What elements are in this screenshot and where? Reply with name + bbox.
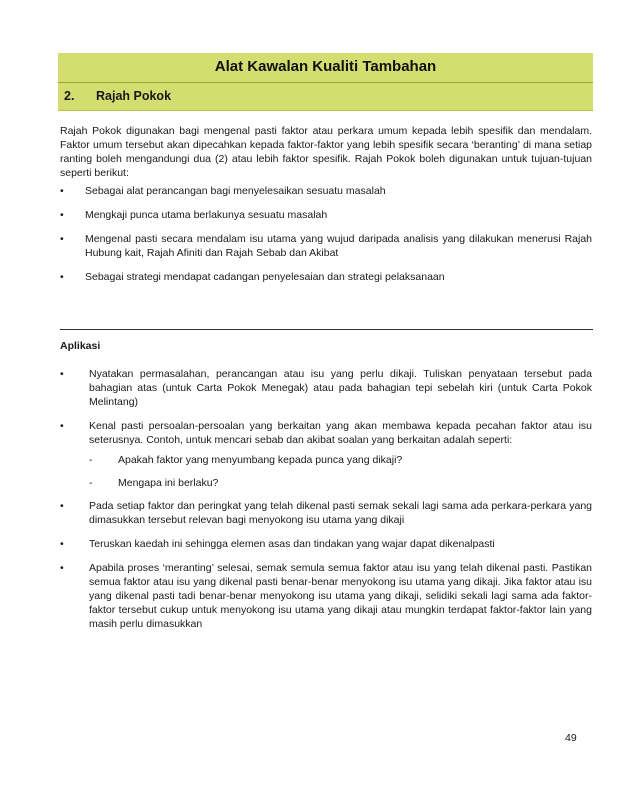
list-item-text: Sebagai strategi mendapat cadangan penyelesaian dan strategi pelaksanaan xyxy=(85,271,445,283)
list-item-text: Sebagai alat perancangan bagi menyelesaikan sesuatu masalah xyxy=(85,185,386,197)
sub-list-item-text: Mengapa ini berlaku? xyxy=(118,477,219,489)
aplikasi-list xyxy=(60,367,592,631)
sub-list-item-text: Apakah faktor yang menyumbang kepada punca yang dikaji? xyxy=(118,454,403,466)
bullet-icon: • xyxy=(60,500,64,512)
dash-marker: - xyxy=(89,477,93,489)
list-item xyxy=(60,499,592,527)
purpose-list xyxy=(60,184,592,284)
section-number: 2. xyxy=(64,89,75,103)
aplikasi-heading: Aplikasi xyxy=(60,340,101,352)
list-item-text: Apabila proses ‘meranting’ selesai, semak semula semua faktor atau isu yang telah dikenal pasti. Pastikan semua faktor atau isu yang dikenal pasti benar-benar menyokong isu utama yang dikaji. Jika faktor atau isu yang dikenal pasti tadi benar-benar menyokong isu utama yang dikaji, selidiki sekali lagi sama ada faktor-faktor tersebut cukup untuk menyokong isu utama yang dikaji atau mungkin terdapat faktor-faktor lain yang masih perlu dimasukkan xyxy=(89,562,592,630)
list-item xyxy=(60,561,592,631)
list-item-text: Nyatakan permasalahan, perancangan atau isu yang perlu dikaji. Tuliskan penyataan tersebut pada bahagian atas (untuk Carta Pokok Menegak) atau pada bahagian tepi sebelah kiri (untuk Carta Pokok Melintang) xyxy=(89,368,592,408)
bullet-icon: • xyxy=(60,209,64,221)
banner-divider xyxy=(58,82,593,83)
bullet-icon: • xyxy=(60,233,64,245)
list-item xyxy=(60,537,592,551)
bullet-icon: • xyxy=(60,185,64,197)
list-item-body xyxy=(89,419,592,490)
bullet-icon: • xyxy=(60,420,64,432)
page-number: 49 xyxy=(565,732,577,744)
header-banner xyxy=(58,53,593,111)
list-item-text: Mengkaji punca utama berlakunya sesuatu masalah xyxy=(85,209,328,221)
section-title: Rajah Pokok xyxy=(96,89,172,103)
document-title: Alat Kawalan Kualiti Tambahan xyxy=(214,58,437,75)
bullet-icon: • xyxy=(60,271,64,283)
intro-paragraph: Rajah Pokok digunakan bagi mengenal pasti faktor atau perkara umum kepada lebih spesifik dan mendalam. Faktor umum tersebut akan dipecahkan kepada faktor-faktor yang lebih spesifik secara ‘beranting’ di mana setiap ranting boleh mengandungi dua (2) atau lebih faktor spesifik. Rajah Pokok boleh digunakan untuk tujuan-tujuan seperti berikut: xyxy=(60,125,592,179)
list-item-text: Kenal pasti persoalan-persoalan yang berkaitan yang akan membawa kepada pecahan faktor atau isu seterusnya. Contoh, untuk mencari sebab dan akibat soalan yang berkaitan adalah seperti: xyxy=(89,420,592,446)
list-item xyxy=(60,232,592,260)
section-divider xyxy=(60,329,593,330)
list-item-text: Pada setiap faktor dan peringkat yang telah dikenal pasti semak sekali lagi sama ada perkara-perkara yang dimasukkan tersebut relevan bagi menyokong isu utama yang dikaji xyxy=(89,500,592,526)
list-item xyxy=(60,419,592,490)
list-item-text: Teruskan kaedah ini sehingga elemen asas dan tindakan yang wajar dapat dikenalpasti xyxy=(89,538,495,550)
dash-marker: - xyxy=(89,454,93,466)
bullet-icon: • xyxy=(60,538,64,550)
bullet-icon: • xyxy=(60,562,64,574)
sub-list-item xyxy=(89,476,592,490)
bullet-icon: • xyxy=(60,368,64,380)
sub-list-item xyxy=(89,453,592,467)
list-item-text: Mengenal pasti secara mendalam isu utama yang wujud daripada analisis yang dilakukan menerusi Rajah Hubung kait, Rajah Afiniti dan Rajah Sebab dan Akibat xyxy=(85,233,592,259)
list-item xyxy=(60,367,592,409)
list-item xyxy=(60,270,592,284)
list-item xyxy=(60,184,592,198)
question-list xyxy=(89,453,592,490)
list-item xyxy=(60,208,592,222)
